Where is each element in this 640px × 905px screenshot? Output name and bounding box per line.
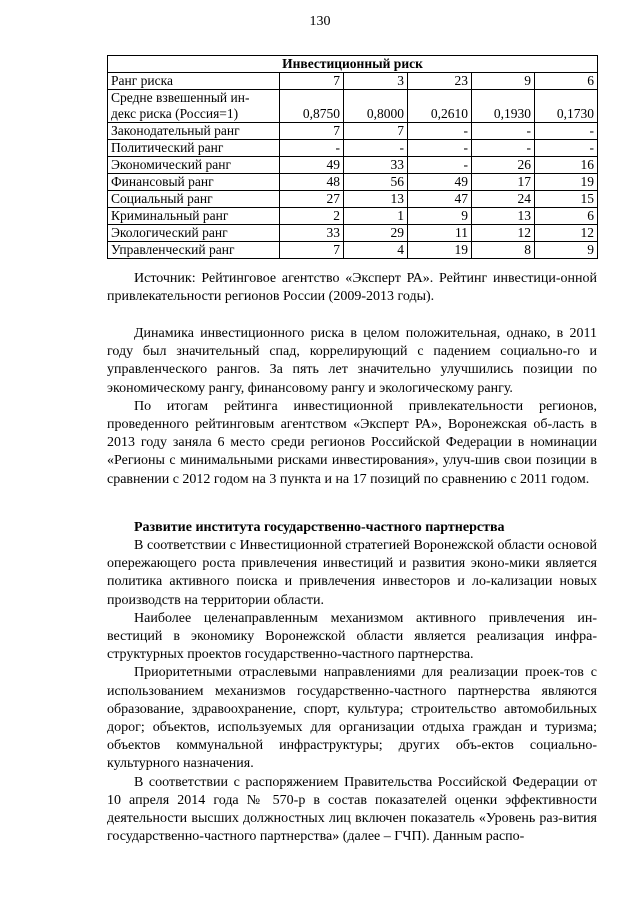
paragraph: В соответствии с распоряжением Правительства Российской Федерации от 10 апреля 2014 года № 570-р в состав показателей оценки эффективности деятельности высших должностных лиц включен показатель «Уровень раз-вития государственно-частного партнерства» (далее – ГЧП). Данным распо- <box>107 774 597 845</box>
table-cell: 29 <box>344 225 408 242</box>
paragraph: Наиболее целенаправленным механизмом активного привлечения ин-вестиций в экономику Воронежской области является реализация инфра-структурных проектов государственно-частного партнерства. <box>107 610 597 663</box>
table-cell: 0,8750 <box>280 90 344 123</box>
table-cell: 7 <box>344 123 408 140</box>
table-row <box>108 191 598 208</box>
table-cell: 13 <box>344 191 408 208</box>
table-cell: 0,2610 <box>408 90 472 123</box>
table-row <box>108 90 598 123</box>
table-cell: 16 <box>535 157 598 174</box>
table-cell: 27 <box>280 191 344 208</box>
table-cell: 9 <box>408 208 472 225</box>
table-cell: 17 <box>472 174 535 191</box>
paragraph: По итогам рейтинга инвестиционной привлекательности регионов, проведенного рейтинговым агентством «Эксперт РА», Воронежская об-ласть в 2013 году заняла 6 место среди регионов Российской Федерации в номинации «Регионы с минимальными рисками инвестирования», улуч-шив свои позиции в сравнении с 2012 годом на 3 пункта и на 17 позиций по сравнению с 2011 годом. <box>107 398 597 487</box>
row-label <box>108 174 280 191</box>
row-label-line: Законодательный ранг <box>111 123 240 138</box>
row-label <box>108 191 280 208</box>
table-cell: 12 <box>472 225 535 242</box>
row-label <box>108 90 280 123</box>
table-cell: - <box>535 123 598 140</box>
table-cell: 33 <box>280 225 344 242</box>
table-cell: - <box>344 140 408 157</box>
paragraph: Приоритетными отраслевыми направлениями для реализации проек-тов с использованием механизмов государственно-частного партнерства являются образование, здравоохранение, спорт, культура; строительство автомобильных дорог; объектов, используемых для организации отдыха граждан и туризма; объектов коммунальной инфраструктуры; других объ-ектов социально-культурного назначения. <box>107 665 597 772</box>
row-label-line: декс риска (Россия=1) <box>111 106 239 121</box>
table-cell: 9 <box>472 73 535 90</box>
table-cell: 6 <box>535 208 598 225</box>
table-cell: 23 <box>408 73 472 90</box>
table-cell: - <box>472 140 535 157</box>
row-label <box>108 225 280 242</box>
table-title: Инвестиционный риск <box>108 56 598 73</box>
table-row <box>108 140 598 157</box>
table-row <box>108 174 598 191</box>
table-cell: - <box>408 157 472 174</box>
row-label-line: Политический ранг <box>111 140 224 155</box>
table-cell: 47 <box>408 191 472 208</box>
table-cell: 19 <box>408 242 472 259</box>
table-cell: 15 <box>535 191 598 208</box>
row-label <box>108 73 280 90</box>
table-row <box>108 242 598 259</box>
source-note-block <box>107 270 597 306</box>
table-cell: 7 <box>280 73 344 90</box>
row-label <box>108 140 280 157</box>
page-number: 130 <box>309 14 331 29</box>
table-cell: 4 <box>344 242 408 259</box>
table-cell: 0,8000 <box>344 90 408 123</box>
table-cell: 8 <box>472 242 535 259</box>
table-cell: 49 <box>408 174 472 191</box>
table-cell: 26 <box>472 157 535 174</box>
table-cell: 19 <box>535 174 598 191</box>
table-cell: - <box>280 140 344 157</box>
table-cell: 7 <box>280 242 344 259</box>
table-cell: 56 <box>344 174 408 191</box>
table-cell: 24 <box>472 191 535 208</box>
row-label <box>108 157 280 174</box>
table-cell: 11 <box>408 225 472 242</box>
paragraph: Динамика инвестиционного риска в целом положительная, однако, в 2011 году был значительный спад, коррелирующий с падением социально-го и управленческого рангов. За пять лет значительно улучшились позиции по экономическому рангу, финансовому рангу и экологическому рангу. <box>107 326 597 396</box>
row-label-line: Ранг риска <box>111 73 173 88</box>
table-title-row <box>108 56 598 73</box>
table-cell: 7 <box>280 123 344 140</box>
row-label <box>108 242 280 259</box>
table-cell: - <box>408 140 472 157</box>
row-label-line: Социальный ранг <box>111 191 213 206</box>
table-cell: 1 <box>344 208 408 225</box>
table-row <box>108 157 598 174</box>
table-cell: 9 <box>535 242 598 259</box>
paragraph: В соответствии с Инвестиционной стратегией Воронежской области основой опережающего роста привлечения инвестиций и развития эконо-мики является политика активного поиска и привлечения инвесторов и ло-кализации новых производств на территории области. <box>107 538 597 608</box>
table-cell: 48 <box>280 174 344 191</box>
row-label <box>108 123 280 140</box>
investment-risk-table <box>107 55 598 259</box>
table-cell: 2 <box>280 208 344 225</box>
row-label-line: Криминальный ранг <box>111 208 229 223</box>
table-row <box>108 73 598 90</box>
row-label-line: Средне взвешенный ин- <box>111 90 250 105</box>
table-cell: - <box>472 123 535 140</box>
table-cell: 12 <box>535 225 598 242</box>
ppp-section <box>107 537 597 846</box>
table-cell: 0,1930 <box>472 90 535 123</box>
table-cell: 33 <box>344 157 408 174</box>
source-note: Источник: Рейтинговое агентство «Эксперт РА». Рейтинг инвестици-онной привлекательности регионов России (2009-2013 годы). <box>107 271 597 305</box>
row-label-line: Экологический ранг <box>111 225 228 240</box>
row-label-line: Финансовый ранг <box>111 174 214 189</box>
table-row <box>108 225 598 242</box>
row-label <box>108 208 280 225</box>
section-heading: Развитие института государственно-частного партнерства <box>134 520 505 535</box>
table-cell: 13 <box>472 208 535 225</box>
table-row <box>108 208 598 225</box>
row-label-line: Управленческий ранг <box>111 242 235 257</box>
table-cell: 3 <box>344 73 408 90</box>
row-label-line: Экономический ранг <box>111 157 232 172</box>
table-cell: - <box>408 123 472 140</box>
analysis-section <box>107 325 597 489</box>
table-cell: 6 <box>535 73 598 90</box>
table-row <box>108 123 598 140</box>
table-cell: - <box>535 140 598 157</box>
table-cell: 0,1730 <box>535 90 598 123</box>
table-cell: 49 <box>280 157 344 174</box>
